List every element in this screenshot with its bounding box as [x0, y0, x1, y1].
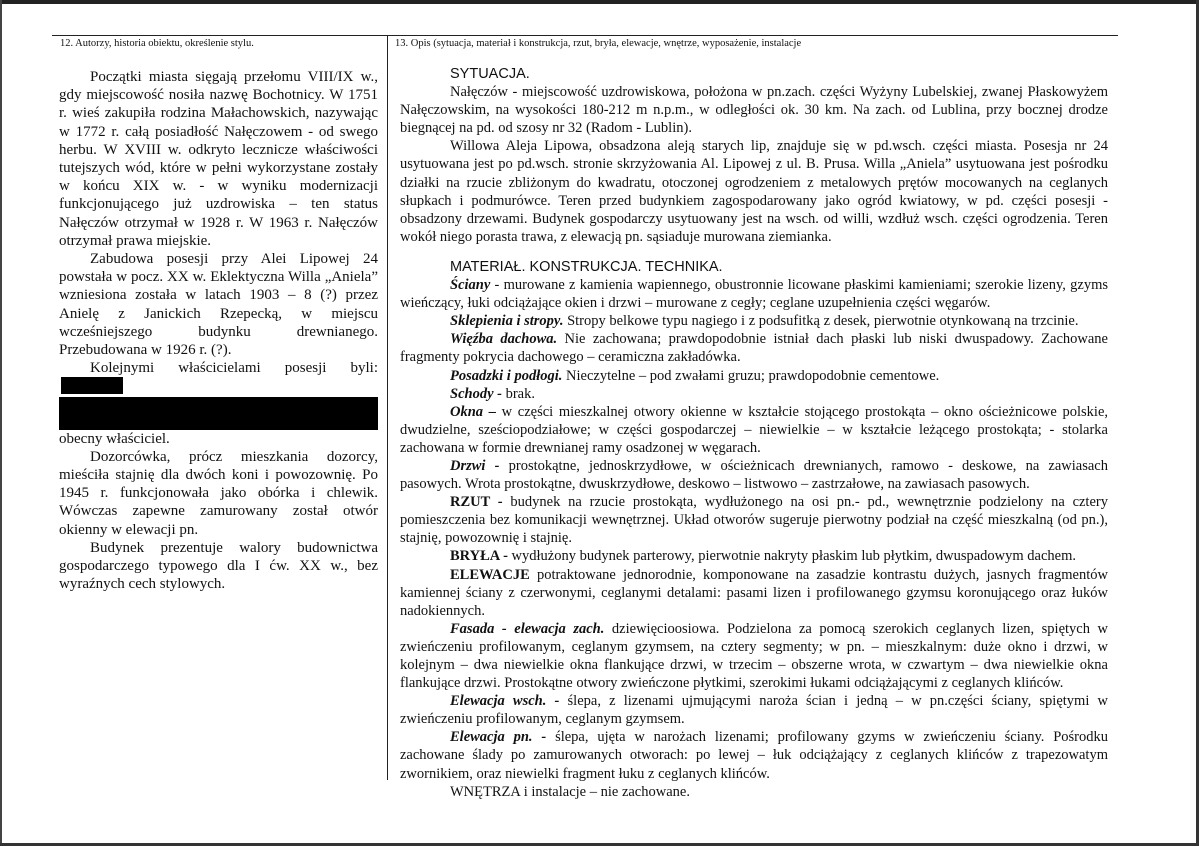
- form-header-rule: [52, 35, 1118, 36]
- description-column: [400, 65, 1108, 801]
- section-12-heading: 12. Autorzy, historia obiektu, określenie stylu.: [60, 38, 254, 49]
- doors-label: Drzwi -: [450, 457, 500, 474]
- plan-paragraph: RZUT - budynek na rzucie prostokąta, wydłużonego na osi pn.- pd., wewnętrznie podzielony na cztery pomieszczenia bez komunikacji wewnętrznej. Układ otworów sugeruje pierwotny podział na część mieszkalną (od pn.), stajnię, powozownię i stajnię.: [400, 494, 1108, 547]
- current-owner-line: obecny właściciel.: [59, 430, 170, 447]
- windows-label: Okna –: [450, 403, 496, 420]
- owners-paragraph: [59, 359, 378, 396]
- column-divider: [387, 35, 388, 780]
- walls-paragraph: Ściany - murowane z kamienia wapiennego, obustronnie licowane płaskimi kamieniami; szerokie lizeny, gzyms wieńczący, łuki odciążające okien i drzwi – murowane z cegły; ceglane uzupełnienia części węgarów.: [400, 277, 1108, 312]
- owners-intro: Kolejnymi właścicielami posesji byli:: [90, 360, 378, 377]
- elevations-label: ELEWACJE: [450, 566, 530, 583]
- material-heading: MATERIAŁ. KONSTRUKCJA. TECHNIKA.: [450, 258, 723, 275]
- style-paragraph: Budynek prezentuje walory budownictwa gospodarczego typowego dla I ćw. XX w., bez wyraźnych cech stylowych.: [59, 539, 378, 593]
- scan-border-top: [0, 0, 1199, 4]
- history-paragraph-town: Początki miasta sięgają przełomu VIII/IX w., gdy miejscowość nosiła nazwę Bochotnicy. W 1751 r. wieś zakupiła rodzina Małachowskich, nazywając w 1772 r. całą posiadłość Nałęczowem - od swego herbu. W XVIII w. odkryto lecznicze właściwości tutejszych wód, które w pełni wykorzystane zostały w końcu XIX w. - w wyniku modernizacji funkcjonującego już uzdrowiska – ten status Nałęczów otrzymał w 1928 r. W 1963 r. Nałęczów otrzymał prawa miejskie.: [59, 69, 378, 249]
- vaults-label: Sklepienia i stropy.: [450, 313, 564, 330]
- doors-paragraph: Drzwi - prostokątne, jednoskrzydłowe, w ościeżnicach drewnianych, ramowo - deskowe, na zawiasach pasowych. Wrota prostokątne, dwuskrzydłowe, deskowo – listwowo – zastrzałowe, na zawiasach pasowych.: [400, 457, 1108, 493]
- walls-label: Ściany: [450, 277, 491, 294]
- redaction-block: [61, 377, 123, 394]
- massing-label: BRYŁA -: [450, 548, 508, 565]
- vaults-paragraph: Sklepienia i stropy. Stropy belkowe typu nagiego i z podsufitką z desek, pierwotnie otynkowaną na trzcinie.: [450, 313, 1079, 330]
- stairs-label: Schody -: [450, 385, 502, 402]
- situation-paragraph-1: Nałęczów - miejscowość uzdrowiskowa, położona w pn.zach. części Wyżyny Lubelskiej, zwanej Płaskowyżem Nałęczowskim, na wysokości 180-212 m n.p.m., w odległości ok. 30 km. Na zach. od Lublina, przy bocznej drodze biegnącej na pd. od szosy nr 32 (Radom - Lublin).: [400, 84, 1108, 137]
- situation-paragraph-2: Willowa Aleja Lipowa, obsadzona aleją starych lip, znajduje się w pd.wsch. części miasta. Posesja nr 24 usytuowana jest po pd.wsch. stronie skrzyżowania Al. Lipowej z ul. B. Prusa. Willa „Aniela” usytuowana jest pośrodku działki na rzucie zbliżonym do kwadratu, otoczonej ogrodzeniem z metalowych prętów mocowanych na ceglanych słupkach i podmurówce. Teren przed budynkiem zagospodarowany jako ogród kwiatowy, w pd. części posesji - obsadzony drzewami. Budynek gospodarczy usytuowany jest na wsch. od willi, wzdłuż wsch. części ogrodzenia. Teren wokół niego porasta trawa, z elewacją pn. sąsiaduje murowana ziemianka.: [400, 138, 1108, 245]
- stairs-paragraph: Schody - brak.: [450, 385, 535, 402]
- windows-paragraph: Okna – w części mieszkalnej otwory okienne w kształcie stojącego prostokąta – okno ościeżnicowe polskie, dwudzielne, sześciopodziałowe; w części gospodarczej – niewielkie – w kształcie leżącego prostokąta; - stolarka zachowana w formie drewnianej ramy osadzonej w węgarach.: [400, 403, 1109, 456]
- facade-paragraph: Fasada - elewacja zach. dziewięcioosiowa. Podzielona za pomocą szerokich ceglanych lizen, spiętych w zwieńczeniu profilowanym, ceglanym gzymsem, na cztery segmenty; w pn. – mieszkalnym: duże okno i drzwi, w kolejnym – dwa niewielkie okna flankujące drzwi, w trzecim – obszerne wrota, w czwartym – dwa niewielkie okna flankujące drzwi. Prostokątne otwory zwieńczone płytkimi, szerokimi łukami odciążającymi z ceglanych klińców.: [400, 620, 1108, 692]
- history-column: [59, 68, 378, 593]
- interiors-paragraph: WNĘTRZA i instalacje – nie zachowane.: [450, 783, 690, 800]
- floors-label: Posadzki i podłogi.: [450, 367, 563, 384]
- roof-truss-label: Więźba dachowa.: [450, 331, 558, 348]
- facade-label: Fasada - elewacja zach.: [450, 620, 605, 637]
- east-elevation-paragraph: Elewacja wsch. - ślepa, z lizenami ujmującymi naroża ścian i jedną – w pn.części ściany, spiętymi w zwieńczeniu profilowanym, ceglanym gzymsem.: [400, 693, 1108, 728]
- redaction-bar: [59, 397, 378, 430]
- situation-heading: SYTUACJA.: [450, 66, 530, 82]
- roof-truss-paragraph: Więźba dachowa. Nie zachowana; prawdopodobnie istniał dach płaski lub niski dwuspadowy. Zachowane fragmenty pokrycia dachowego – ceramiczna zakładówka.: [400, 331, 1108, 366]
- north-elevation-paragraph: Elewacja pn. - ślepa, ujęta w narożach lizenami; profilowany gzyms w zwieńczeniu ściany. Pośrodku zachowane ślady po zamurowanych otworach: po lewej – łuk odciążający z ceglanych klińców z trapezowatym zwornikiem, oraz niewielki fragment łuku z ceglanych klińców.: [400, 729, 1108, 782]
- massing-paragraph: BRYŁA - wydłużony budynek parterowy, pierwotnie nakryty płaskim lub płytkim, dwuspadowym dachem.: [450, 548, 1076, 565]
- floors-paragraph: Posadzki i podłogi. Nieczytelne – pod zwałami gruzu; prawdopodobnie cementowe.: [450, 367, 940, 384]
- east-elevation-label: Elewacja wsch. -: [450, 693, 560, 710]
- scan-border-left: [0, 0, 2, 846]
- north-elevation-label: Elewacja pn. -: [450, 729, 547, 746]
- history-paragraph-building: Zabudowa posesji przy Alei Lipowej 24 powstała w pocz. XX w. Eklektyczna Willa „Aniela” wzniesiona została w latach 1903 – 8 (?) przez Anielę z Janickich Rzepecką, w miejscu wcześniejszego budynku drewnianego. Przebudowana w 1926 r. (?).: [59, 251, 378, 359]
- section-13-heading: 13. Opis (sytuacja, materiał i konstrukcja, rzut, bryła, elewacje, wnętrze, wyposażenie, instalacje: [395, 38, 802, 49]
- elevations-paragraph: ELEWACJE potraktowane jednorodnie, komponowane na zasadzie kontrastu dużych, jasnych fragmentów kamiennej ściany z czerwonymi, ceglanymi detalami: pasami lizen i profilowanego gzymsu koronującego oraz łuków nadokiennych.: [400, 566, 1108, 619]
- plan-label: RZUT -: [450, 494, 503, 511]
- history-paragraph-outbuilding: Dozorcówka, prócz mieszkania dozorcy, mieściła stajnię dla dwóch koni i powozownię. Po 1945 r. funkcjonowała jako obórka i chlewik. Wówczas zapewne zamurowany został otwór okienny w elewacji pn.: [59, 448, 378, 538]
